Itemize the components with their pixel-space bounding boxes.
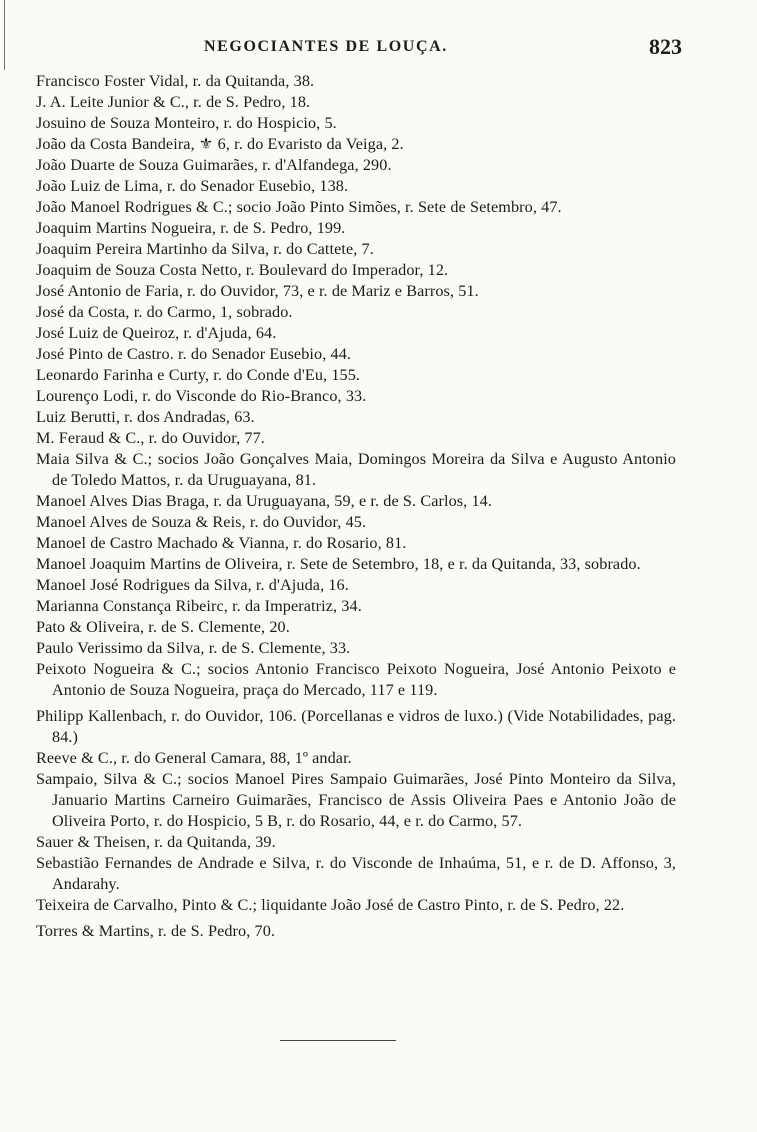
entry: Philipp Kallenbach, r. do Ouvidor, 106. (Porcellanas e vidros de luxo.) (Vide Notabilidades, pag. 84.)	[36, 707, 676, 746]
entry: Manoel Alves Dias Braga, r. da Uruguayana, 59, e r. de S. Carlos, 14.	[36, 492, 493, 510]
entry: J. A. Leite Junior & C., r. de S. Pedro, 18.	[36, 93, 311, 111]
entry: José Luiz de Queiroz, r. d'Ajuda, 64.	[36, 324, 277, 342]
entry: Peixoto Nogueira & C.; socios Antonio Francisco Peixoto Nogueira, José Antonio Peixoto e Antonio de Souza Nogueira, praça do Mercado, 117 e 119.	[36, 660, 676, 699]
page-number: 823	[649, 34, 682, 59]
entry: Lourenço Lodi, r. do Visconde do Rio-Branco, 33.	[36, 387, 367, 405]
page-edge-rule	[4, 0, 5, 70]
entry: Teixeira de Carvalho, Pinto & C.; liquidante João José de Castro Pinto, r. de S. Pedro, 22.	[36, 896, 625, 914]
entry: Manoel José Rodrigues da Silva, r. d'Ajuda, 16.	[36, 576, 349, 594]
entry: Joaquim de Souza Costa Netto, r. Boulevard do Imperador, 12.	[36, 261, 449, 279]
entry: João Duarte de Souza Guimarães, r. d'Alfandega, 290.	[36, 156, 392, 174]
entry: Sampaio, Silva & C.; socios Manoel Pires Sampaio Guimarães, José Pinto Monteiro da Silva, Januario Martins Carneiro Guimarães, Francisco de Assis Oliveira Paes e Antonio João de Oliveira Porto, r. do Hospicio, 5 B, r. do Rosario, 44, e r. do Carmo, 57.	[36, 770, 676, 830]
entry: Sebastião Fernandes de Andrade e Silva, r. do Visconde de Inhaúma, 51, e r. de D. Affonso, 3, Andarahy.	[36, 854, 676, 893]
entry-list	[36, 71, 676, 942]
entry: João Luiz de Lima, r. do Senador Eusebio, 138.	[36, 177, 349, 195]
entry: Joaquim Martins Nogueira, r. de S. Pedro, 199.	[36, 219, 346, 237]
entry: José Pinto de Castro. r. do Senador Eusebio, 44.	[36, 345, 352, 363]
entry: Josuino de Souza Monteiro, r. do Hospicio, 5.	[36, 114, 337, 132]
entry: Paulo Verissimo da Silva, r. de S. Clemente, 33.	[36, 639, 351, 657]
entry: Sauer & Theisen, r. da Quitanda, 39.	[36, 833, 276, 851]
entry: Joaquim Pereira Martinho da Silva, r. do Cattete, 7.	[36, 240, 374, 258]
entry: Manoel de Castro Machado & Vianna, r. do Rosario, 81.	[36, 534, 407, 552]
entry: Torres & Martins, r. de S. Pedro, 70.	[36, 922, 276, 940]
running-title: NEGOCIANTES DE LOUÇA.	[204, 38, 448, 55]
entry: M. Feraud & C., r. do Ouvidor, 77.	[36, 429, 265, 447]
entry: José Antonio de Faria, r. do Ouvidor, 73, e r. de Mariz e Barros, 51.	[36, 282, 479, 300]
entry: João Manoel Rodrigues & C.; socio João Pinto Simões, r. Sete de Setembro, 47.	[36, 198, 562, 216]
entry: Marianna Constança Ribeirc, r. da Imperatriz, 34.	[36, 597, 362, 615]
entry: Manoel Alves de Souza & Reis, r. do Ouvidor, 45.	[36, 513, 367, 531]
entry: João da Costa Bandeira, ⚜ 6, r. do Evaristo da Veiga, 2.	[36, 135, 404, 153]
entry: Francisco Foster Vidal, r. da Quitanda, 38.	[36, 72, 315, 90]
entry: Manoel Joaquim Martins de Oliveira, r. Sete de Setembro, 18, e r. da Quitanda, 33, sobrado.	[36, 555, 641, 573]
page-header	[36, 34, 682, 68]
entry: Luiz Berutti, r. dos Andradas, 63.	[36, 408, 255, 426]
closing-rule	[280, 1040, 396, 1041]
entry: Maia Silva & C.; socios João Gonçalves Maia, Domingos Moreira da Silva e Augusto Antonio de Toledo Mattos, r. da Uruguayana, 81.	[36, 450, 676, 489]
entry: Reeve & C., r. do General Camara, 88, 1º andar.	[36, 749, 352, 767]
page	[36, 34, 682, 940]
entry: Pato & Oliveira, r. de S. Clemente, 20.	[36, 618, 290, 636]
entry: Leonardo Farinha e Curty, r. do Conde d'Eu, 155.	[36, 366, 361, 384]
entry: José da Costa, r. do Carmo, 1, sobrado.	[36, 303, 293, 321]
